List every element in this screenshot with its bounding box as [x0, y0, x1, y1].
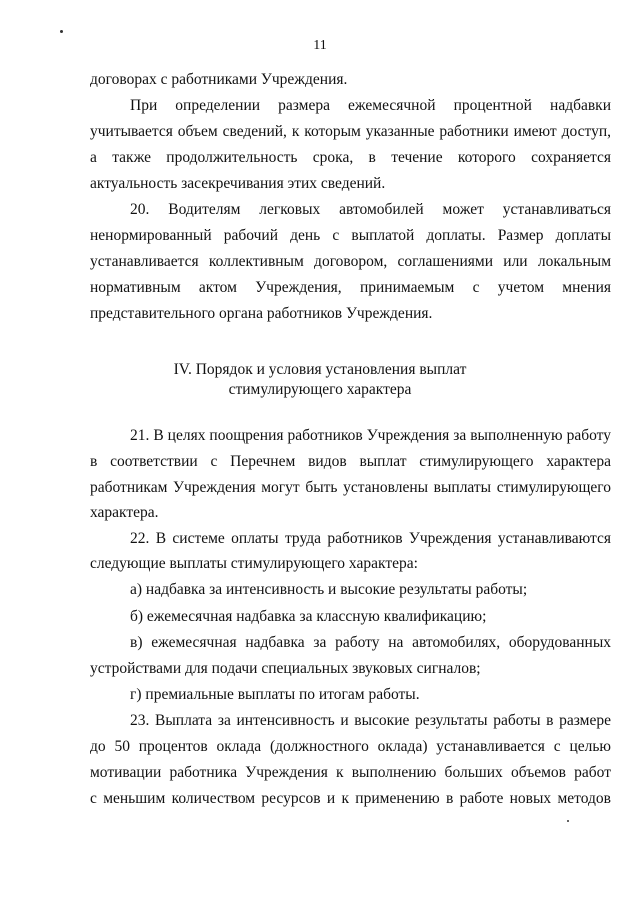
paragraph-line: договорах с работниками Учреждения. — [90, 71, 348, 88]
page-number: 11 — [313, 38, 327, 53]
paragraph-line: следующие выплаты стимулирующего характера: — [90, 555, 418, 572]
scan-speck — [60, 30, 63, 33]
paragraph-line: учитывается объем сведений, к которым указанные работники имеют доступ, — [90, 123, 611, 140]
paragraph-line: 22. В системе оплаты труда работников Учреждения устанавливаются — [130, 530, 611, 547]
paragraph-line: с меньшим количеством ресурсов и к применению в работе новых методов — [90, 790, 611, 807]
scan-speck — [567, 820, 569, 822]
list-item: а) надбавка за интенсивность и высокие результаты работы; — [130, 581, 528, 598]
paragraph-line: актуальность засекречивания этих сведений. — [90, 175, 386, 192]
list-item: устройствами для подачи специальных звуковых сигналов; — [90, 660, 481, 677]
paragraph-line: до 50 процентов оклада (должностного оклада) устанавливается с целью — [90, 738, 611, 755]
paragraph-line: 21. В целях поощрения работников Учреждения за выполненную работу — [130, 427, 611, 444]
list-item: б) ежемесячная надбавка за классную квалификацию; — [130, 608, 487, 625]
paragraph-line: нормативным актом Учреждения, принимаемым с учетом мнения — [90, 279, 611, 296]
paragraph-line: работникам Учреждения могут быть установлены выплаты стимулирующего — [90, 479, 611, 496]
paragraph-line: устанавливается коллективным договором, соглашениями или локальным — [90, 253, 611, 270]
paragraph-line: ненормированный рабочий день с выплатой доплаты. Размер доплаты — [90, 227, 611, 244]
paragraph-line: в соответствии с Перечнем видов выплат стимулирующего характера — [90, 453, 611, 470]
paragraph-line: При определении размера ежемесячной процентной надбавки — [130, 97, 611, 114]
list-item: в) ежемесячная надбавка за работу на автомобилях, оборудованных — [130, 634, 611, 651]
section-heading: стимулирующего характера — [228, 381, 412, 398]
paragraph-line: характера. — [90, 504, 159, 521]
paragraph-line: а также продолжительность срока, в течение которого сохраняется — [90, 149, 611, 166]
paragraph-line: 23. Выплата за интенсивность и высокие результаты работы в размере — [130, 712, 611, 729]
list-item: г) премиальные выплаты по итогам работы. — [130, 686, 420, 703]
paragraph-line: мотивации работника Учреждения к выполнению больших объемов работ — [90, 764, 611, 781]
paragraph-line: 20. Водителям легковых автомобилей может устанавливаться — [130, 201, 611, 218]
section-heading: IV. Порядок и условия установления выплат — [173, 361, 467, 378]
paragraph-line: представительного органа работников Учреждения. — [90, 305, 433, 322]
